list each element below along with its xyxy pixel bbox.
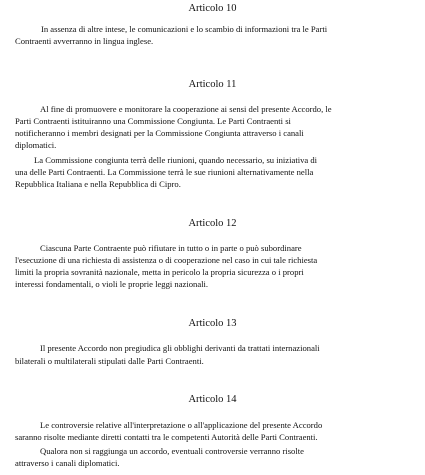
- article-14-line-3: Qualora non si raggiunga un accordo, eventuali controversie verranno risolte: [40, 446, 304, 456]
- article-10-line-1: In assenza di altre intese, le comunicazioni e lo scambio di informazioni tra le Parti: [41, 24, 328, 34]
- article-14-title: Articolo 14: [188, 394, 237, 405]
- article-11-line-5: La Commissione congiunta terrà delle riunioni, quando necessario, su iniziativa di: [34, 155, 318, 165]
- article-11-line-6: una delle Parti Contraenti. La Commissione terrà le sue riunioni alternativamente nella: [15, 167, 314, 177]
- article-11-line-3: notificheranno i membri designati per la Commissione Congiunta attraverso i canali: [15, 128, 304, 138]
- article-13-title: Articolo 13: [188, 318, 237, 329]
- article-10-line-2: Contraenti avverranno in lingua inglese.: [15, 36, 154, 46]
- article-14-line-4: attraverso i canali diplomatici.: [15, 458, 120, 468]
- article-11-line-7: Repubblica Italiana e nella Repubblica di Cipro.: [15, 179, 181, 189]
- article-13-line-2: bilaterali o multilaterali stipulati dalle Parti Contraenti.: [15, 356, 204, 366]
- article-11-line-4: diplomatici.: [15, 140, 57, 150]
- article-12-title: Articolo 12: [188, 218, 237, 229]
- article-11-line-2: Parti Contraenti istituiranno una Commissione Congiunta. Le Parti Contraenti si: [15, 116, 291, 126]
- article-14-line-2: saranno risolte mediante diretti contatti tra le competenti Autorità delle Parti Contraenti.: [15, 432, 318, 442]
- article-12-line-2: l'esecuzione di una richiesta di assistenza o di cooperazione nel caso in cui tale richiesta: [15, 255, 318, 265]
- article-12-line-1: Ciascuna Parte Contraente può rifiutare in tutto o in parte o può subordinare: [40, 243, 302, 253]
- article-12-line-4: interessi fondamentali, o violi le proprie leggi nazionali.: [15, 279, 209, 289]
- article-14-line-1: Le controversie relative all'interpretazione o all'applicazione del presente Accordo: [40, 420, 323, 430]
- article-13-line-1: Il presente Accordo non pregiudica gli obblighi derivanti da trattati internazionali: [40, 343, 320, 353]
- article-11-title: Articolo 11: [188, 79, 237, 90]
- article-12-line-3: limiti la propria sovranità nazionale, metta in pericolo la propria sicurezza o i propri: [15, 267, 304, 277]
- article-11-line-1: Al fine di promuovere e monitorare la cooperazione ai sensi del presente Accordo, le: [40, 104, 332, 114]
- article-10-title: Articolo 10: [188, 3, 237, 14]
